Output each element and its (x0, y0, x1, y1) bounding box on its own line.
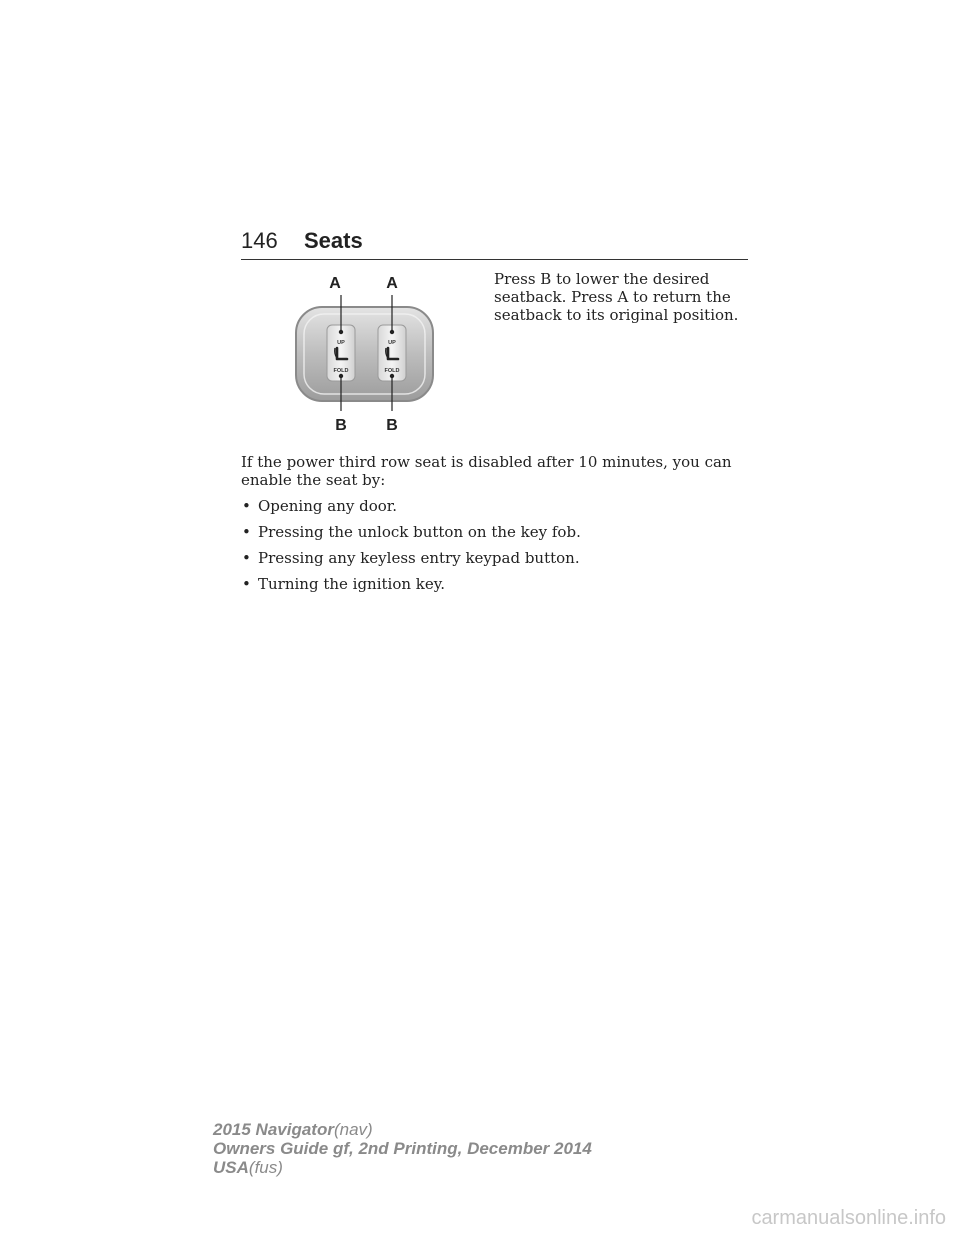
list-item: • Pressing the unlock button on the key fob. (242, 523, 581, 541)
up-label-right: UP (388, 340, 396, 346)
intro-paragraph: If the power third row seat is disabled after 10 minutes, you can enable the seat by: (241, 453, 732, 489)
bullet-icon: • (242, 549, 251, 567)
seat-control-figure (290, 270, 440, 435)
page-number: 146 (241, 228, 278, 253)
bullet-icon: • (242, 575, 251, 593)
bullet-icon: • (242, 523, 251, 541)
header-rule (241, 259, 748, 260)
bullet-list (241, 497, 748, 593)
section-title: Seats (304, 228, 363, 253)
callout-b-right: B (386, 417, 398, 434)
callout-a-left: A (329, 275, 341, 292)
seat-control-panel (296, 307, 433, 401)
footer-line-2: Owners Guide gf, 2nd Printing, December 2014 (213, 1139, 592, 1158)
fold-label-right: FOLD (384, 368, 400, 374)
watermark: carmanualsonline.info (751, 1207, 946, 1229)
page-header (241, 226, 748, 262)
seat-control-illustration (290, 270, 440, 435)
body-text (241, 453, 748, 601)
list-item: • Turning the ignition key. (242, 575, 446, 593)
figure-description: Press B to lower the desired seatback. Press A to return the seatback to its original position. (494, 270, 739, 324)
list-item: • Opening any door. (242, 497, 398, 515)
list-item: • Pressing any keyless entry keypad button. (242, 549, 580, 567)
footer-line-1: 2015 Navigator(nav) (213, 1120, 373, 1139)
fold-label-left: FOLD (333, 368, 349, 374)
footer-line-3: USA(fus) (213, 1158, 283, 1177)
page-footer (213, 1120, 592, 1177)
callout-a-right: A (386, 275, 398, 292)
up-label-left: UP (337, 340, 345, 346)
bullet-icon: • (242, 497, 251, 515)
callout-b-left: B (335, 417, 347, 434)
